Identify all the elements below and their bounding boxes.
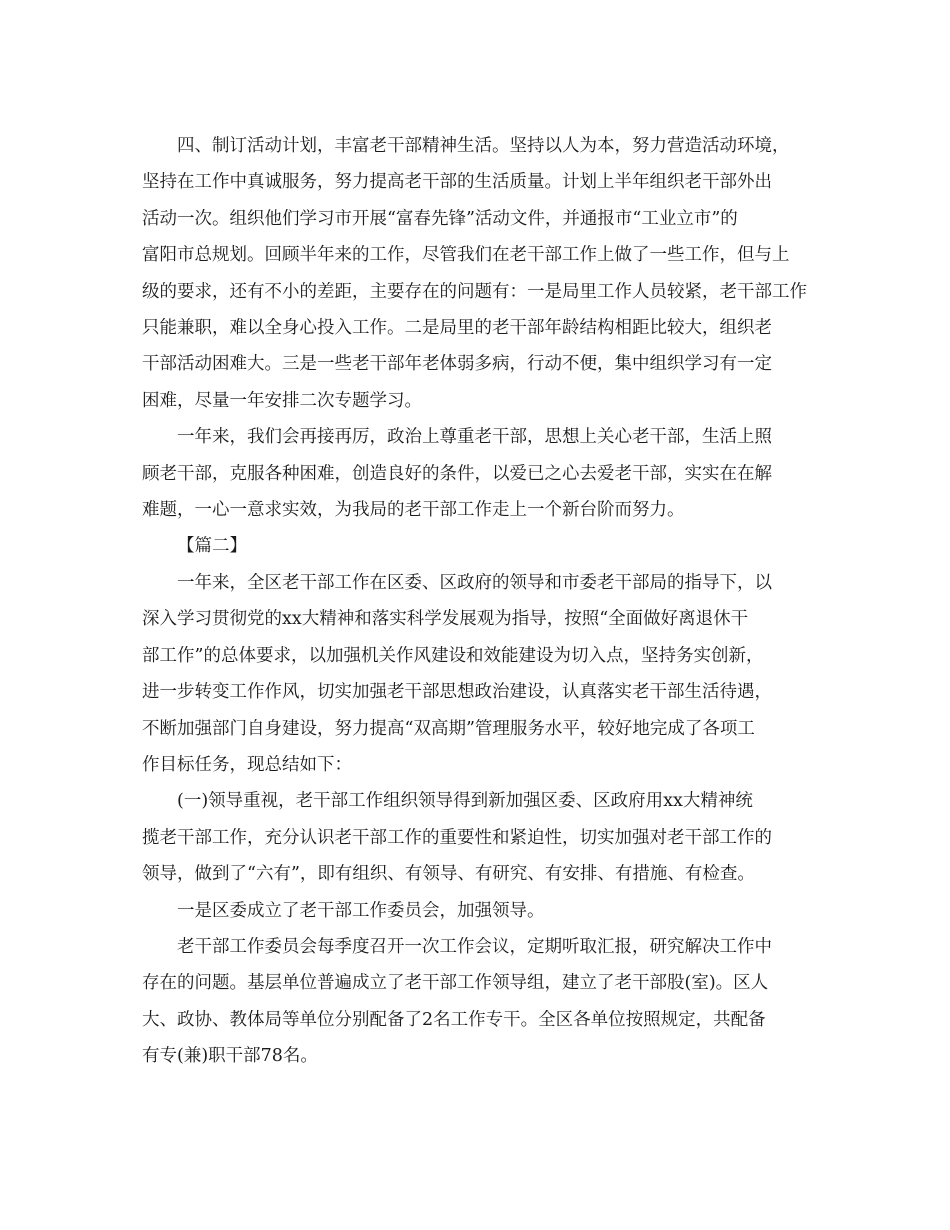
text-line: (一)领导重视，老干部工作组织领导得到新加强区委、区政府用xx大精神统 <box>177 791 753 812</box>
text-line: 部工作”的总体要求，以加强机关作风建设和效能建设为切入点，坚持务实创新， <box>142 645 764 666</box>
text-line: 四、制订活动计划，丰富老干部精神生活。坚持以人为本，努力营造活动环境， <box>177 136 790 156</box>
section-heading-text: 【篇二】 <box>177 536 247 557</box>
text-line: 一是区委成立了老干部工作委员会，加强领导。 <box>177 900 545 921</box>
paragraph-district-overview <box>142 565 812 783</box>
text-line: 富阳市总规划。回顾半年来的工作，尽管我们在老干部工作上做了一些工作，但与上 <box>142 245 790 266</box>
text-line: 活动一次。组织他们学习市开展“富春先锋”活动文件，并通报市“工业立市”的 <box>142 208 738 229</box>
text-line: 存在的问题。基层单位普遍成立了老干部工作领导组，建立了老干部股(室)。区人 <box>142 973 769 994</box>
text-line: 级的要求，还有不小的差距，主要存在的问题有：一是局里工作人员较紧，老干部工作 <box>142 281 807 302</box>
text-line: 大、政协、教体局等单位分别配备了2名工作专干。全区各单位按照规定，共配备 <box>142 1009 766 1030</box>
text-line: 坚持在工作中真诚服务，努力提高老干部的生活质量。计划上半年组织老干部外出 <box>142 172 772 193</box>
text-line: 难题，一心一意求实效，为我局的老干部工作走上一个新台阶而努力。 <box>142 500 685 521</box>
paragraph-committee <box>142 893 812 929</box>
paragraph-quarterly-meetings <box>142 929 812 1075</box>
text-line: 一年来，我们会再接再厉，政治上尊重老干部，思想上关心老干部，生活上照 <box>177 427 772 448</box>
text-line: 揽老干部工作，充分认识老干部工作的重要性和紧迫性，切实加强对老干部工作的 <box>142 827 772 848</box>
text-line: 顾老干部，克服各种困难，创造良好的条件，以爱已之心去爱老干部，实实在在解 <box>142 463 772 484</box>
document-body <box>142 128 812 1075</box>
text-line: 有专(兼)职干部78名。 <box>142 1046 318 1067</box>
section-heading <box>142 528 812 564</box>
text-line: 进一步转变工作作风，切实加强老干部思想政治建设，认真落实老干部生活待遇， <box>142 682 772 703</box>
paragraph-activity-plan <box>142 128 812 419</box>
paragraph-year-summary <box>142 419 812 528</box>
text-line: 领导，做到了“六有”，即有组织、有领导、有研究、有安排、有措施、有检查。 <box>142 864 755 885</box>
text-line: 不断加强部门自身建设，努力提高“双高期”管理服务水平，较好地完成了各项工 <box>142 718 755 739</box>
text-line: 一年来，全区老干部工作在区委、区政府的领导和市委老干部局的指导下，以 <box>177 572 772 593</box>
text-line: 作目标任务，现总结如下： <box>142 754 352 775</box>
text-line: 只能兼职，难以全身心投入工作。二是局里的老干部年龄结构相距比较大，组织老 <box>142 318 772 339</box>
text-line: 老干部工作委员会每季度召开一次工作会议，定期听取汇报，研究解决工作中 <box>177 936 772 957</box>
paragraph-leadership <box>142 783 812 892</box>
text-line: 深入学习贯彻党的xx大精神和落实科学发展观为指导，按照“全面做好离退休干 <box>142 609 749 630</box>
text-line: 困难，尽量一年安排二次专题学习。 <box>142 390 422 411</box>
text-line: 干部活动困难大。三是一些老干部年老体弱多病，行动不便，集中组织学习有一定 <box>142 354 772 375</box>
